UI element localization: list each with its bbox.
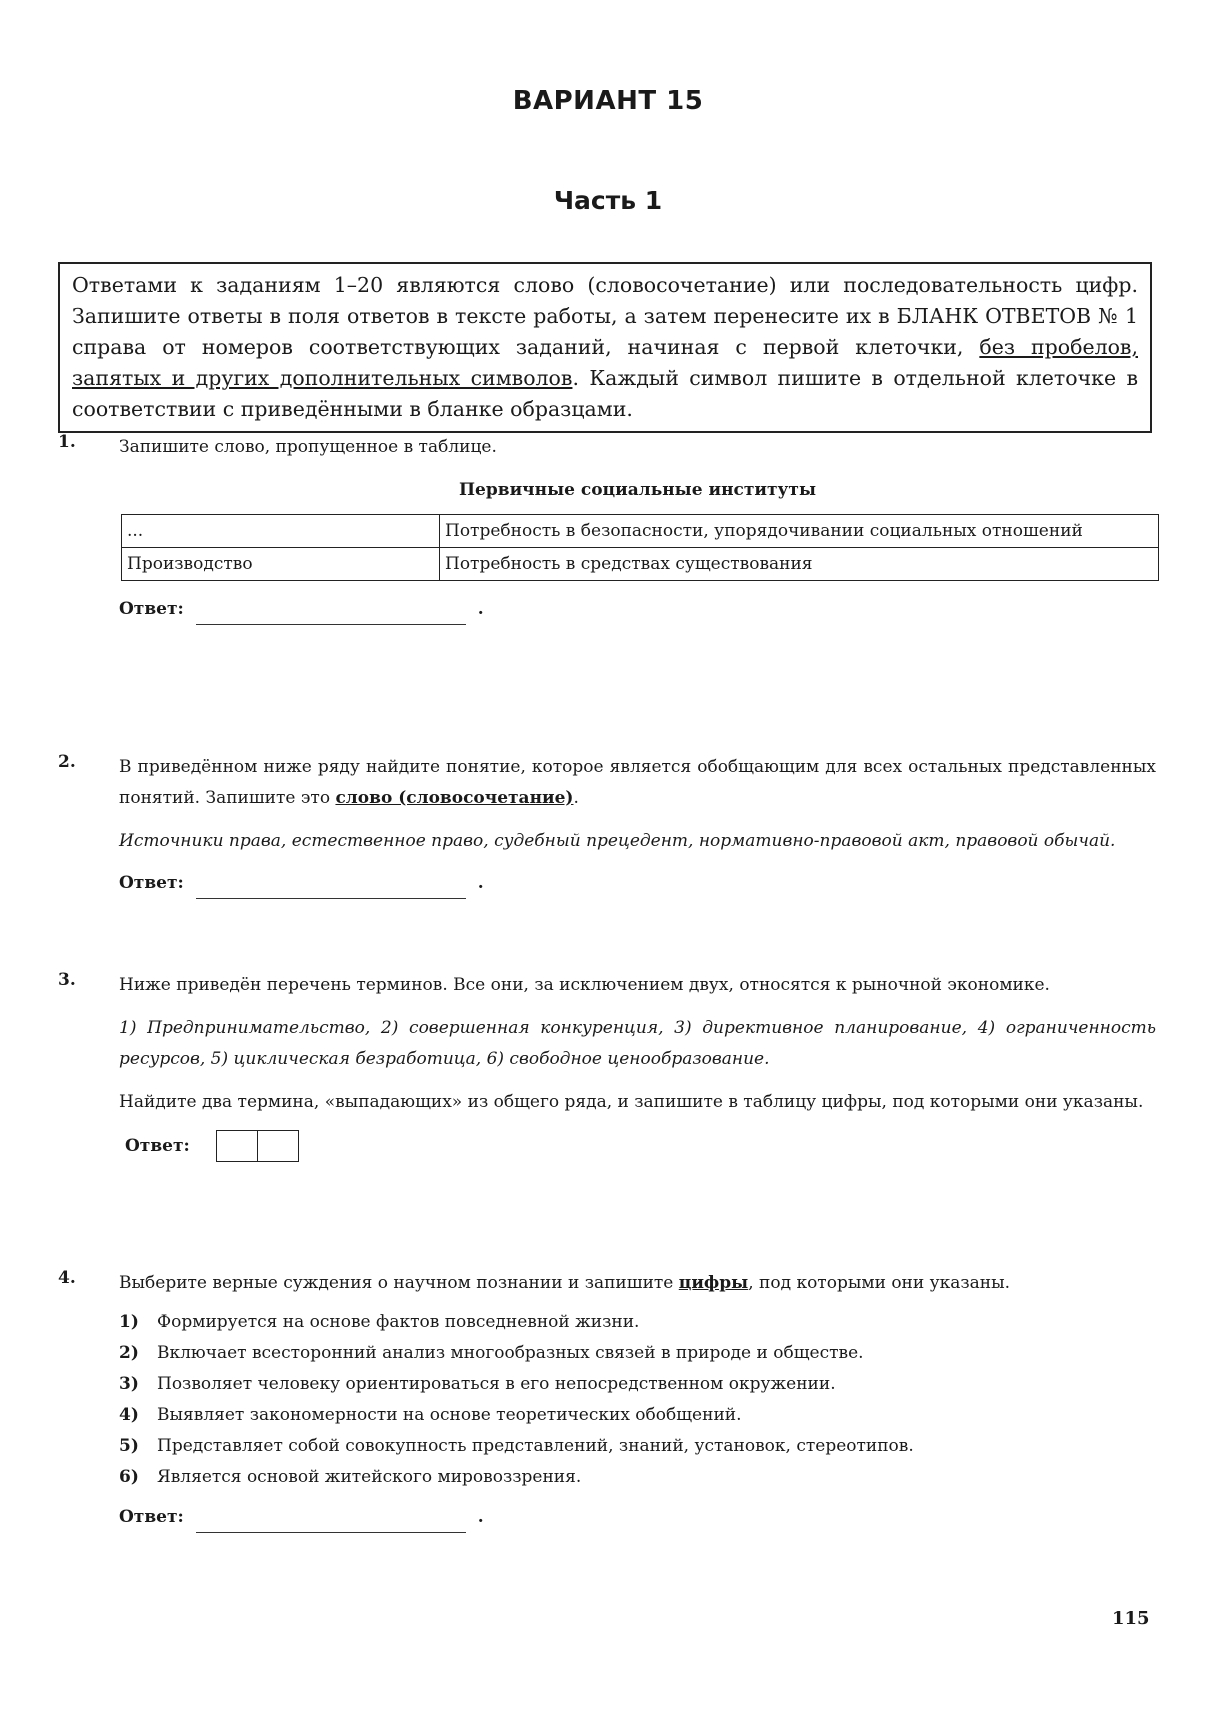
list-item xyxy=(119,1431,1156,1462)
answer-row xyxy=(119,869,1156,899)
task-text-end: . xyxy=(573,788,579,808)
option-text: Включает всесторонний анализ многообразных связей в природе и обществе. xyxy=(157,1343,864,1363)
task-number: 2. xyxy=(58,752,76,772)
answer-label: Ответ: xyxy=(125,1136,190,1156)
answer-field[interactable] xyxy=(196,878,466,899)
option-text: Является основой житейского мировоззрения. xyxy=(157,1467,582,1487)
answer-row xyxy=(119,595,1156,625)
task-text-emphasis: цифры xyxy=(678,1273,749,1293)
task-italic-text: Источники права, естественное право, судебный прецедент, нормативно-правовой акт, правовой обычай. xyxy=(119,831,1116,851)
task-text-2: Найдите два термина, «выпадающих» из общего ряда, и запишите в таблицу цифры, под которыми они указаны. xyxy=(119,1092,1144,1112)
answer-cell[interactable] xyxy=(217,1131,257,1161)
option-number: 6) xyxy=(119,1467,139,1487)
task-text: Ниже приведён перечень терминов. Все они, за исключением двух, относятся к рыночной экономике. xyxy=(119,975,1050,995)
answer-dot: . xyxy=(477,1507,484,1527)
answer-cell[interactable] xyxy=(257,1131,298,1161)
task-1 xyxy=(58,432,1156,625)
institutions-table xyxy=(121,514,1159,581)
page-number: 115 xyxy=(1112,1608,1150,1629)
task-text-part: В приведённом ниже ряду найдите понятие, которое является обобщающим для всех остальных представленных понятий. Запишите это xyxy=(119,757,1156,808)
instructions-text-end: . Каждый символ пишите в отдельной клеточке в соответствии с приведёнными в бланке образцами. xyxy=(72,366,1138,421)
part-title: Часть 1 xyxy=(553,186,663,215)
instructions-text: Ответами к заданиям 1–20 являются слово (словосочетание) или последовательность цифр. Запишите ответы в поля ответов в тексте работы, а затем перенесите их в БЛАНК ОТВЕТОВ № 1 справа от номеров соответствующих заданий, начиная с первой клеточки, xyxy=(72,273,1138,359)
option-number: 4) xyxy=(119,1405,139,1425)
variant-title: ВАРИАНТ 15 xyxy=(512,86,704,116)
answer-label: Ответ: xyxy=(119,599,184,619)
task-text-emphasis: слово (словосочетание) xyxy=(335,788,574,808)
table-cell: ... xyxy=(122,515,440,548)
task-text-end: , под которыми они указаны. xyxy=(748,1273,1011,1293)
answer-row xyxy=(125,1130,1156,1162)
answer-field[interactable] xyxy=(196,604,466,625)
answer-dot: . xyxy=(477,599,484,619)
options-list xyxy=(119,1307,1156,1493)
option-number: 5) xyxy=(119,1436,139,1456)
task-italic-text: 1) Предпринимательство, 2) совершенная конкуренция, 3) директивное планирование, 4) ограниченность ресурсов, 5) циклическая безработица, 6) свободное ценообразование. xyxy=(119,1018,1156,1069)
option-text: Представляет собой совокупность представлений, знаний, установок, стереотипов. xyxy=(157,1436,914,1456)
task-number: 3. xyxy=(58,970,76,990)
table-cell: Производство xyxy=(122,548,440,581)
answer-cells xyxy=(216,1130,299,1162)
answer-label: Ответ: xyxy=(119,1507,184,1527)
task-3 xyxy=(58,970,1156,1162)
answer-dot: . xyxy=(477,873,484,893)
option-text: Позволяет человеку ориентироваться в его непосредственном окружении. xyxy=(157,1374,836,1394)
list-item xyxy=(119,1369,1156,1400)
option-number: 2) xyxy=(119,1343,139,1363)
task-text xyxy=(119,1268,1156,1299)
task-2 xyxy=(58,752,1156,899)
option-text: Выявляет закономерности на основе теоретических обобщений. xyxy=(157,1405,742,1425)
task-text-part: Выберите верные суждения о научном познании и запишите xyxy=(119,1273,679,1293)
option-text: Формируется на основе фактов повседневной жизни. xyxy=(157,1312,640,1332)
task-number: 1. xyxy=(58,432,76,452)
list-item xyxy=(119,1400,1156,1431)
option-number: 3) xyxy=(119,1374,139,1394)
task-4 xyxy=(58,1268,1156,1533)
table-cell: Потребность в безопасности, упорядочивании социальных отношений xyxy=(440,515,1159,548)
task-number: 4. xyxy=(58,1268,76,1288)
table-caption: Первичные социальные институты xyxy=(459,480,816,500)
answer-label: Ответ: xyxy=(119,873,184,893)
instructions-box xyxy=(58,262,1152,433)
list-item xyxy=(119,1338,1156,1369)
task-text: Запишите слово, пропущенное в таблице. xyxy=(119,437,497,457)
list-item xyxy=(119,1462,1156,1493)
answer-row xyxy=(119,1503,1156,1533)
answer-field[interactable] xyxy=(196,1512,466,1533)
table-cell: Потребность в средствах существования xyxy=(440,548,1159,581)
table-row xyxy=(122,548,1159,581)
instructions-underlined: без пробелов, запятых и других дополнительных символов xyxy=(72,335,1138,390)
option-number: 1) xyxy=(119,1312,139,1332)
task-text xyxy=(119,752,1156,814)
table-row xyxy=(122,515,1159,548)
list-item xyxy=(119,1307,1156,1338)
